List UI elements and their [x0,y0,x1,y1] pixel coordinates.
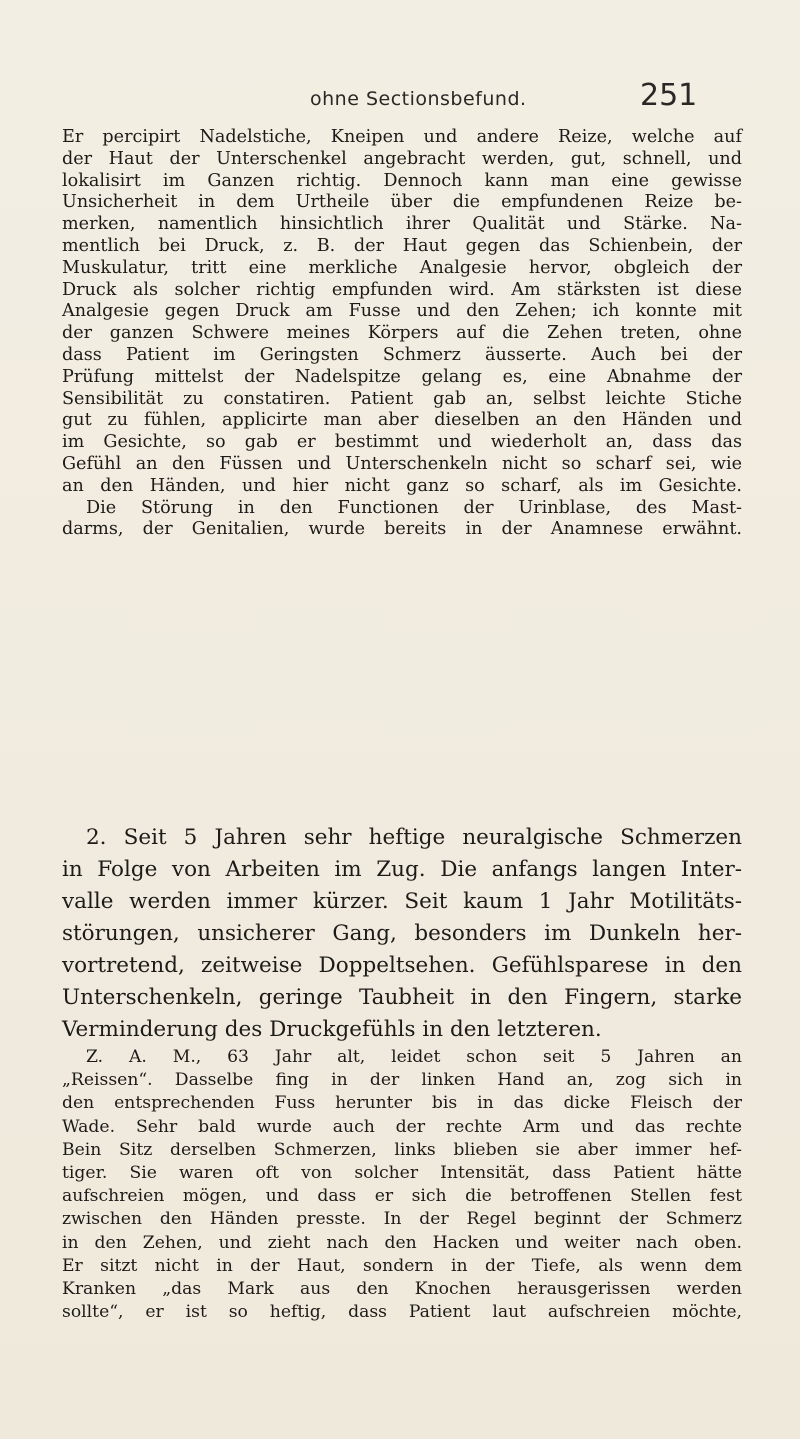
case-heading-line: in Folge von Arbeiten im Zug. Die anfangs langen Inter- [62,857,742,882]
text-line: Gefühl an den Füssen und Unterschenkeln nicht so scharf sei, wie [62,453,742,474]
case-heading-2 [62,822,742,1046]
case-heading-line: valle werden immer kürzer. Seit kaum 1 Jahr Motilitäts- [62,889,742,914]
text-line: Prüfung mittelst der Nadelspitze gelang es, eine Abnahme der [62,366,742,387]
text-line: Muskulatur, tritt eine merkliche Analgesie hervor, obgleich der [62,257,742,278]
text-line: aufschreien mögen, und dass er sich die betroffenen Stellen fest [62,1186,742,1207]
text-line: an den Händen, und hier nicht ganz so scharf, als im Gesichte. [62,475,742,496]
case-heading-line: Verminderung des Druckgefühls in den letzteren. [62,1017,602,1042]
paragraph-case-history [62,1046,742,1324]
text-line: den entsprechenden Fuss herunter bis in das dicke Fleisch der [62,1093,742,1114]
text-line: Bein Sitz derselben Schmerzen, links blieben sie aber immer hef- [62,1139,742,1160]
text-line: sollte“, er ist so heftig, dass Patient laut aufschreien möchte, [62,1302,742,1323]
text-line: in den Zehen, und zieht nach den Hacken und weiter nach oben. [62,1232,742,1253]
text-line: „Reissen“. Dasselbe fing in der linken Hand an, zog sich in [62,1070,742,1091]
text-line: Er percipirt Nadelstiche, Kneipen und andere Reize, welche auf [62,127,742,147]
text-line: Die Störung in den Functionen der Urinblase, des Mast- [86,497,742,518]
text-line: Wade. Sehr bald wurde auch der rechte Arm und das rechte [62,1116,742,1137]
running-head-title: ohne Sectionsbefund. [310,88,527,110]
text-line: zwischen den Händen presste. In der Regel beginnt der Schmerz [62,1209,742,1230]
case-heading-line: 2. Seit 5 Jahren sehr heftige neuralgische Schmerzen [86,825,742,850]
running-head [0,78,800,114]
text-line: Druck als solcher richtig empfunden wird. Am stärksten ist diese [62,279,742,300]
text-line: Unsicherheit in dem Urtheile über die empfundenen Reize be- [62,192,742,213]
paragraph-sensibility [62,127,742,541]
text-line: tiger. Sie waren oft von solcher Intensität, dass Patient hätte [62,1162,742,1183]
text-line: lokalisirt im Ganzen richtig. Dennoch kann man eine gewisse [62,170,742,191]
text-line: dass Patient im Geringsten Schmerz äusserte. Auch bei der [62,344,742,365]
text-line: Er sitzt nicht in der Haut, sondern in der Tiefe, als wenn dem [62,1255,742,1276]
case-heading-line: Unterschenkeln, geringe Taubheit in den Fingern, starke [62,985,742,1010]
text-line: Kranken „das Mark aus den Knochen herausgerissen werden [62,1278,742,1299]
text-line: merken, namentlich hinsichtlich ihrer Qualität und Stärke. Na- [62,214,742,235]
text-line: gut zu fühlen, applicirte man aber dieselben an den Händen und [62,410,742,431]
page-number: 251 [640,78,698,113]
case-heading-line: störungen, unsicherer Gang, besonders im Dunkeln her- [62,921,742,946]
text-line: darms, der Genitalien, wurde bereits in der Anamnese erwähnt. [62,519,742,540]
text-line: der Haut der Unterschenkel angebracht werden, gut, schnell, und [62,148,742,169]
text-line: der ganzen Schwere meines Körpers auf die Zehen treten, ohne [62,323,742,344]
text-line: im Gesichte, so gab er bestimmt und wiederholt an, dass das [62,432,742,453]
case-heading-line: vortretend, zeitweise Doppeltsehen. Gefühlsparese in den [62,953,742,978]
text-line: Sensibilität zu constatiren. Patient gab an, selbst leichte Stiche [62,388,742,409]
text-line: mentlich bei Druck, z. B. der Haut gegen das Schienbein, der [62,235,742,256]
text-line: Z. A. M., 63 Jahr alt, leidet schon seit 5 Jahren an [86,1047,742,1067]
text-line: Analgesie gegen Druck am Fusse und den Zehen; ich konnte mit [62,301,742,322]
